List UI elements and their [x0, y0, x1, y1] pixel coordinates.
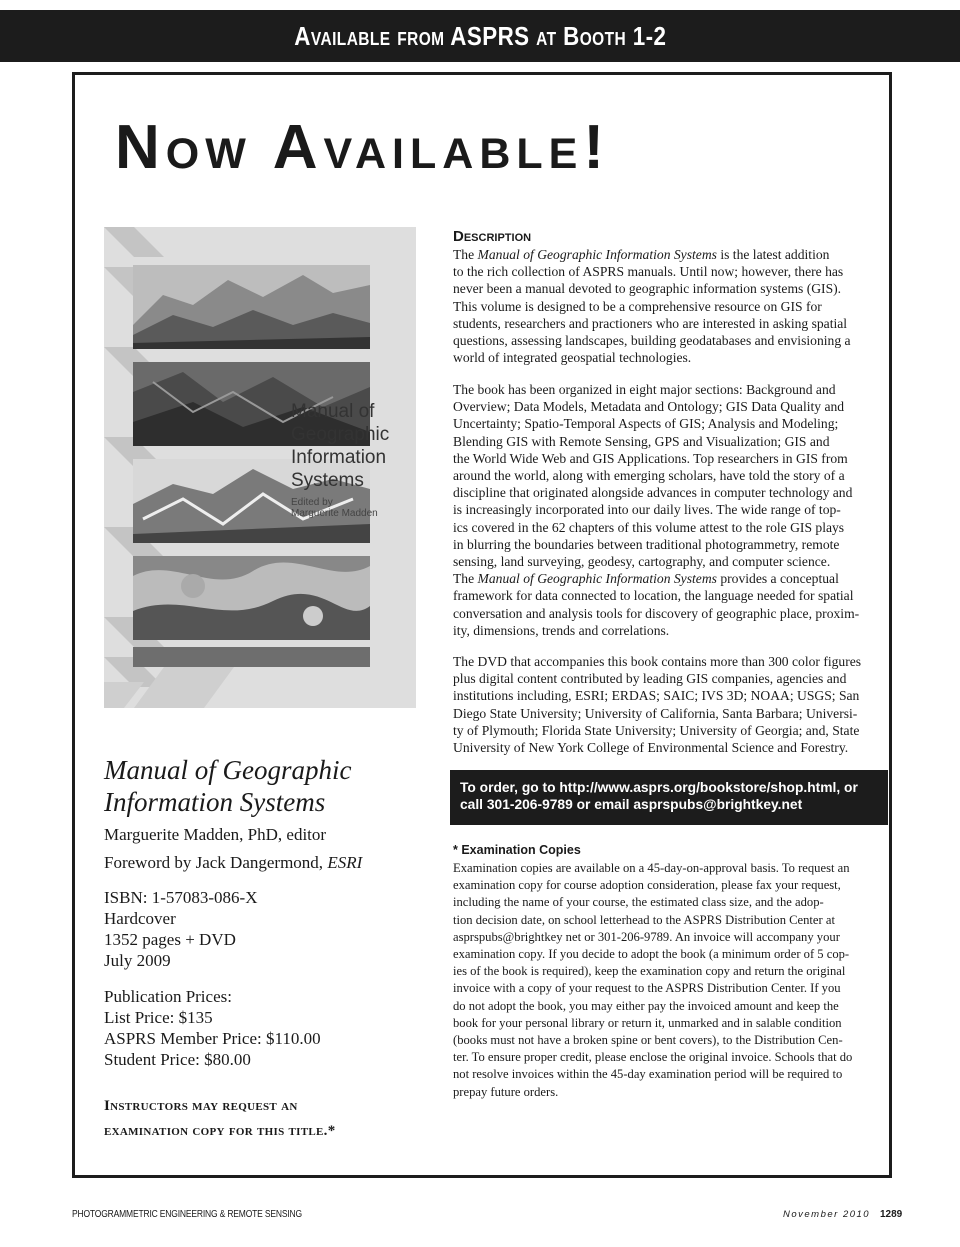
- description-paragraph-1: [453, 246, 883, 366]
- exam-line: book for your personal library or return it, unmarked and in salable condition: [453, 1015, 842, 1030]
- binding-line: Hardcover: [104, 909, 176, 928]
- para-line: never been a manual devoted to geographic information systems (GIS).: [453, 281, 842, 297]
- instructors-line: Instructors may request an: [104, 1098, 298, 1114]
- para-line: is increasingly incorporated into our daily lives. The wide range of top-: [453, 502, 841, 518]
- cover-title-line: Manual of: [291, 401, 375, 422]
- exam-copies-heading: * Examination Copies: [453, 843, 581, 857]
- para-line: sensing, land surveying, geodesy, cartography, and computer science.: [453, 554, 831, 570]
- footer-page-number: 1289: [880, 1209, 903, 1220]
- top-banner: [0, 10, 960, 62]
- foreword-org: ESRI: [327, 853, 363, 872]
- exam-line: Examination copies are available on a 45-day-on-approval basis. To request an: [453, 861, 850, 875]
- para-line: world of integrated geospatial technologies.: [453, 350, 692, 366]
- order-line: To order, go to http://www.asprs.org/bookstore/shop.html, or: [460, 780, 858, 795]
- cover-photo-mountains: [133, 265, 370, 349]
- editor-line: Marguerite Madden, PhD, editor: [104, 825, 327, 844]
- exam-line: do not adopt the book, you may either pay the invoiced amount and keep the: [453, 998, 839, 1013]
- para-line: discipline that originated alongside advances in computer technology and: [453, 485, 853, 501]
- exam-line: asprspubs@brightkey net or 301-206-9789. An invoice will accompany your: [453, 929, 840, 944]
- cover-title-line: Information: [291, 447, 387, 468]
- exam-line: examination copy for course adoption consideration, please fax your request,: [453, 878, 841, 893]
- para-line: in blurring the boundaries between traditional photogrammetry, remote: [453, 536, 840, 552]
- exam-line: prepay future orders.: [453, 1084, 559, 1099]
- para-line: conversation and analysis tools for discovery of geographic place, proxim-: [453, 605, 860, 621]
- para-line: Blending GIS with Remote Sensing, GPS and Visualization; GIS and: [453, 433, 830, 449]
- pages-line: 1352 pages + DVD: [104, 930, 236, 949]
- cover-edited-line: Edited by: [291, 497, 333, 508]
- para-line: plus digital content contributed by leading GIS companies, agencies and: [453, 671, 847, 687]
- student-price: Student Price: $80.00: [104, 1050, 251, 1069]
- para-line: institutions including, ESRI; ERDAS; SAIC; IVS 3D; NOAA; USGS; San: [453, 688, 860, 704]
- exam-line: tion decision date, on school letterhead to the ASPRS Distribution Center at: [453, 912, 835, 927]
- para-line: Diego State University; University of California, Santa Barbara; Universi-: [453, 705, 858, 721]
- cover-photo-strip: [133, 647, 370, 667]
- description-heading: Description: [453, 228, 532, 245]
- para-line: This volume is designed to be a comprehensive resource on GIS for: [453, 298, 822, 314]
- order-line: call 301-206-9789 or email asprspubs@brightkey.net: [460, 797, 803, 812]
- isbn-line: ISBN: 1-57083-086-X: [104, 888, 258, 907]
- exam-line: not resolve invoices within the 45-day examination period will be required to: [453, 1067, 843, 1082]
- instructors-note: [104, 1094, 336, 1144]
- order-info-box: [450, 770, 888, 825]
- member-price: ASPRS Member Price: $110.00: [104, 1029, 321, 1048]
- exam-line: examination copy. If you decide to adopt the book (a minimum order of 5 cop-: [453, 947, 850, 962]
- para-line: Overview; Data Models, Metadata and Ontology; GIS Data Quality and: [453, 399, 845, 415]
- exam-line: ies of the book is required), keep the examination copy and return the original: [453, 964, 846, 979]
- cover-edited-line: Marguerite Madden: [291, 508, 378, 519]
- para-line: The book has been organized in eight major sections: Background and: [453, 382, 836, 397]
- cover-title-line: Systems: [291, 470, 364, 491]
- para-line: framework for data connected to location, the language needed for spatial: [453, 588, 854, 604]
- foreword-prefix: Foreword by Jack Dangermond,: [104, 853, 328, 872]
- exam-line: including the name of your course, the estimated class size, and the adop-: [453, 895, 824, 910]
- book-title-line: Manual of Geographic: [104, 755, 352, 785]
- para-line: ics covered in the 62 chapters of this volume attest to the role GIS plays: [453, 519, 845, 535]
- para-line: around the world, along with emerging scholars, have told the story of a: [453, 468, 845, 484]
- para-line: The DVD that accompanies this book contains more than 300 color figures: [453, 654, 862, 669]
- para-line: ty of Plymouth; Florida State University; University of Georgia; and, State: [453, 722, 860, 738]
- exam-line: invoice with a copy of your request to the ASPRS Distribution Center. If you: [453, 981, 841, 996]
- para-line: Uncertainty; Spatio-Temporal Aspects of GIS; Analysis and Modeling;: [453, 416, 839, 432]
- date-line: July 2009: [104, 951, 171, 970]
- description-paragraph-3: [453, 653, 883, 756]
- cover-title: [291, 400, 389, 492]
- para-line: students, researchers and practioners who are interested in asking spatial: [453, 315, 848, 331]
- para-line: questions, assessing landscapes, building geodatabases and envisioning a: [453, 333, 851, 349]
- banner-text: Available from ASPRS at Booth 1-2: [293, 21, 667, 51]
- para-line: the World Wide Web and GIS Applications. Top researchers in GIS from: [453, 450, 848, 466]
- exam-copies-body: [453, 860, 852, 1101]
- foreword-line: [104, 852, 362, 873]
- prices-heading: Publication Prices:: [104, 987, 232, 1006]
- para-line: University of New York College of Environmental Science and Forestry.: [453, 740, 849, 756]
- list-price: List Price: $135: [104, 1008, 213, 1027]
- headline: Now Available!: [115, 113, 610, 182]
- footer-journal: PHOTOGRAMMETRIC ENGINEERING & REMOTE SENSING: [72, 1209, 302, 1220]
- exam-line: ter. To ensure proper credit, please enclose the original invoice. Schools that do: [453, 1050, 853, 1065]
- exam-line: (books must not have a broken spine or bent covers), to the Distribution Cen-: [453, 1033, 843, 1048]
- cover-photo-map: [133, 556, 370, 640]
- instructors-line: examination copy for this title.*: [104, 1123, 336, 1139]
- para-line: ity, dimensions, trends and correlations.: [453, 622, 670, 638]
- para-line: The Manual of Geographic Information Systems is the latest addition: [453, 247, 830, 262]
- para-line: The Manual of Geographic Information Systems provides a conceptual: [453, 571, 839, 587]
- footer-date: November 2010: [783, 1209, 871, 1220]
- description-paragraph-2: [453, 381, 883, 639]
- book-title: [104, 754, 404, 818]
- para-line: to the rich collection of ASPRS manuals. Until now; however, there has: [453, 264, 844, 280]
- book-title-line: Information Systems: [104, 787, 326, 817]
- cover-title-line: Geographic: [291, 424, 390, 445]
- cover-editor: [291, 497, 378, 519]
